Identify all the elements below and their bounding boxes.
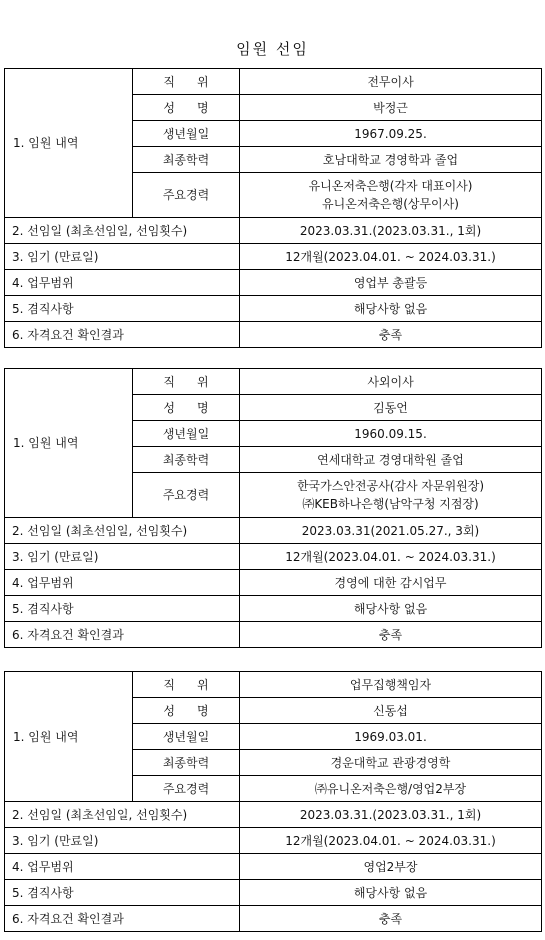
label-qualification: 6. 자격요건 확인결과: [5, 906, 240, 932]
career-line: ㈜유니온저축은행/영업2부장: [314, 781, 467, 796]
label-qualification: 6. 자격요건 확인결과: [5, 622, 240, 648]
label-education: 최종학력: [133, 147, 240, 173]
section-label-officer-details: 1. 임원 내역: [5, 672, 133, 802]
page-title: 임원 선임: [236, 40, 309, 58]
value-appoint-date: 2023.03.31(2021.05.27., 3회): [240, 518, 542, 544]
officer-table-3: [4, 671, 542, 932]
label-concurrent: 5. 겸직사항: [5, 880, 240, 906]
value-name: 신동섭: [240, 698, 542, 724]
label-appoint-date: 2. 선임일 (최초선임일, 선임횟수): [5, 218, 240, 244]
label-duties: 4. 업무범위: [5, 570, 240, 596]
label-name: 성명: [133, 698, 240, 724]
career-line: 유니온저축은행(각자 대표이사): [308, 179, 473, 193]
label-career: 주요경력: [133, 173, 240, 218]
label-duties: 4. 업무범위: [5, 854, 240, 880]
value-term: 12개월(2023.04.01. ~ 2024.03.31.): [240, 544, 542, 570]
career-line: 한국가스안전공사(감사 자문위원장): [296, 479, 485, 493]
value-appoint-date: 2023.03.31.(2023.03.31., 1회): [240, 802, 542, 828]
label-education: 최종학력: [133, 447, 240, 473]
value-duties: 영업부 총괄등: [240, 270, 542, 296]
value-birth: 1969.03.01.: [240, 724, 542, 750]
value-birth: 1960.09.15.: [240, 421, 542, 447]
value-name: 박정근: [240, 95, 542, 121]
section-label-officer-details: 1. 임원 내역: [5, 369, 133, 518]
value-appoint-date: 2023.03.31.(2023.03.31., 1회): [240, 218, 542, 244]
value-career: [240, 473, 542, 518]
label-term: 3. 임기 (만료일): [5, 244, 240, 270]
label-concurrent: 5. 겸직사항: [5, 596, 240, 622]
label-term: 3. 임기 (만료일): [5, 828, 240, 854]
label-education: 최종학력: [133, 750, 240, 776]
value-birth: 1967.09.25.: [240, 121, 542, 147]
value-concurrent: 해당사항 없음: [240, 596, 542, 622]
value-qualification: 충족: [240, 322, 542, 348]
value-name: 김동언: [240, 395, 542, 421]
value-duties: 경영에 대한 감시업무: [240, 570, 542, 596]
value-education: 연세대학교 경영대학원 졸업: [240, 447, 542, 473]
value-qualification: 충족: [240, 906, 542, 932]
label-birth: 생년월일: [133, 724, 240, 750]
value-education: 호남대학교 경영학과 졸업: [240, 147, 542, 173]
label-appoint-date: 2. 선임일 (최초선임일, 선임횟수): [5, 802, 240, 828]
label-qualification: 6. 자격요건 확인결과: [5, 322, 240, 348]
label-name: 성명: [133, 395, 240, 421]
value-career: [240, 776, 542, 802]
label-name: 성명: [133, 95, 240, 121]
career-line: ㈜KEB하나은행(남악구청 지점장): [302, 497, 479, 511]
label-appoint-date: 2. 선임일 (최초선임일, 선임횟수): [5, 518, 240, 544]
section-label-officer-details: 1. 임원 내역: [5, 69, 133, 218]
value-position: 사외이사: [240, 369, 542, 395]
officer-table-2: [4, 368, 542, 648]
label-career: 주요경력: [133, 776, 240, 802]
value-education: 경운대학교 관광경영학: [240, 750, 542, 776]
value-position: 업무집행책임자: [240, 672, 542, 698]
value-concurrent: 해당사항 없음: [240, 296, 542, 322]
value-concurrent: 해당사항 없음: [240, 880, 542, 906]
label-birth: 생년월일: [133, 121, 240, 147]
value-term: 12개월(2023.04.01. ~ 2024.03.31.): [240, 828, 542, 854]
value-term: 12개월(2023.04.01. ~ 2024.03.31.): [240, 244, 542, 270]
label-term: 3. 임기 (만료일): [5, 544, 240, 570]
label-position: 직위: [133, 369, 240, 395]
value-career: [240, 173, 542, 218]
label-duties: 4. 업무범위: [5, 270, 240, 296]
label-birth: 생년월일: [133, 421, 240, 447]
career-line: 유니온저축은행(상무이사): [322, 197, 459, 211]
label-position: 직위: [133, 672, 240, 698]
label-concurrent: 5. 겸직사항: [5, 296, 240, 322]
value-duties: 영업2부장: [240, 854, 542, 880]
officer-table-1: [4, 68, 542, 348]
label-position: 직위: [133, 69, 240, 95]
value-position: 전무이사: [240, 69, 542, 95]
value-qualification: 충족: [240, 622, 542, 648]
label-career: 주요경력: [133, 473, 240, 518]
